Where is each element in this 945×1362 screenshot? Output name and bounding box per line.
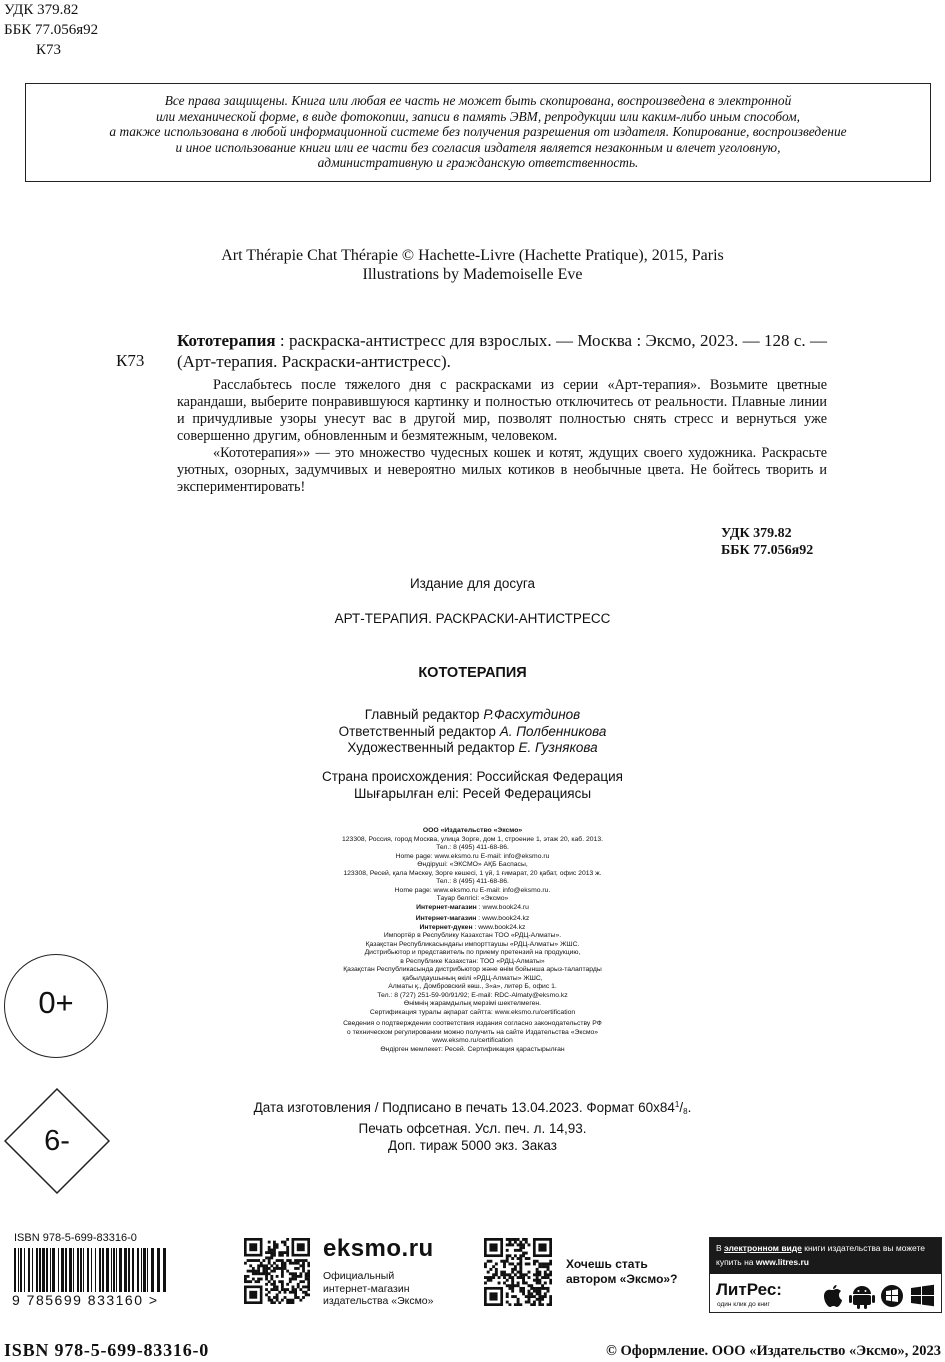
shop-line-kk [240,924,705,933]
imprint-line: Өндірген мемлекет: Ресей. Сертификация қарастырылған [380,1045,565,1053]
barcode-block [12,1232,212,1312]
udk-code: УДК 379.82 [4,2,79,18]
litres-text: книги издательства вы можете [801,1243,925,1253]
imprint-line: Алматы қ., Домбровский көш., 3«а», литер Б, офис 1. [388,983,557,990]
imprint-line: Сертификация туралы ақпарат сайтта: www.eksmo.ru/certification [369,1008,576,1016]
isbn-footer: ISBN 978-5-699-83316-0 [4,1340,210,1360]
editor-role: Ответственный редактор [338,723,496,739]
rights-line: и иное использование книги или ее части без согласия издателя является незаконным и влечет уголовную, [175,139,781,155]
edition-type: Издание для досуга [409,576,536,591]
classification-right [721,525,813,559]
imprint-line: в Республике Казахстан: ТОО «РДЦ-Алматы» [400,957,545,965]
litres-text-bold: электронном виде [724,1243,802,1253]
original-copyright-line: Art Thérapie Chat Thérapie © Hachette-Livre (Hachette Pratique), 2015, Paris [221,247,724,264]
litres-banner [710,1238,941,1274]
editors-block [0,707,945,757]
imprint-line: Өнімнің жарамдылық мерзімі шектелмеген. [403,1000,542,1007]
imprint-line: Импортёр в Республику Казахстан ТОО «РДЦ-Алматы». [383,932,562,939]
classification-block [4,0,98,60]
author-cta [566,1257,677,1287]
imprint-line: Қазақстан Республикасындағы импорттаушы «РДЦ-Алматы» ЖШС. [365,940,580,948]
windows-icon [911,1285,934,1306]
imprint-line: Тел.: 8 (727) 251-59-90/91/92; E-mail: RDC-Almaty@eksmo.kz [377,991,568,999]
imprint-line: қабылдаушының өкілі «РДЦ-Алматы» ЖШС, [402,974,543,982]
annotation-paragraph: «Кототерапия»» — это множество чудесных кошек и котят, ждущих своего художника. Раскрасьте уютных, озорных, задумчивых и невероятно милых котиков в необычные цвета. Не бойтесь творить и экспериментировать! [177,445,827,495]
origin-block [0,769,945,802]
bbk-code: ББК 77.056я92 [721,543,814,558]
litres-tagline: один клик до книг [717,1301,770,1308]
isbn-small: ISBN 978-5-699-83316-0 [14,1232,137,1244]
android-icon [849,1286,875,1309]
rights-line: Все права защищены. Книга или любая ее часть не может быть скопирована, воспроизведена в электронной [164,93,792,108]
editor-name: Р.Фасхутдинов [483,707,581,722]
imprint-line: www.eksmo.ru/certification [432,1037,513,1044]
rights-notice-text [26,93,930,171]
litres-logo: ЛитРес: [716,1280,782,1299]
shop-label: Интернет-магазин [416,903,477,911]
eksmo-logo: eksmo.ru [323,1235,434,1262]
editor-role: Главный редактор [364,707,480,722]
litres-text: купить на [716,1257,756,1267]
editor-name: Е. Гузнякова [518,740,598,755]
bbk-code: ББК 77.056я92 [4,22,99,38]
author-cta-line: автором «Эксмо»? [566,1272,678,1286]
rights-notice-box [25,83,931,182]
illustrations-credit: Illustrations by Mademoiselle Eve [362,266,583,283]
editor-line [0,740,945,757]
platform-icons [820,1282,938,1310]
bibliographic-description: : раскраска-антистресс для взрослых. — Москва : Эксмо, 2023. — 128 с. — (Арт-терапия. Раскраски-антистресс). [177,331,827,371]
imprint-line: о техническом регулировании можно получить на сайте Издательства «Эксмо» [346,1028,599,1036]
book-title-caps: КОТОТЕРАПИЯ [418,665,527,681]
windows-phone-icon [881,1285,903,1307]
shop-url: : www.book24.ru [476,903,529,911]
eksmo-desc-line: Официальный [323,1270,395,1282]
shop-label: Интернет-магазин [415,915,477,922]
origin-line-kk: Шығарылған елі: Ресей Федерациясы [353,785,592,801]
imprint-line: Қазақстан Республикасында дистрибьютор және өнім бойынша арыз-талаптарды [343,966,602,973]
shop-label: Интернет-дүкен [419,923,473,931]
imprint-block [240,827,705,1054]
udk-code: УДК 379.82 [721,526,792,541]
print-date-line: Дата изготовления / Подписано в печать 13.04.2023. Формат $60x84^1/_8$. [253,1100,692,1116]
litres-url: www.litres.ru [755,1257,809,1267]
print-info [0,1096,945,1154]
imprint-line: Дистрибьютор и представитель по приему претензий на продукцию, [364,949,581,956]
print-date-suffix: . [687,1100,692,1115]
imprint-line: Тел.: 8 (495) 411-68-86. [436,878,509,885]
editor-line [0,724,945,741]
imprint-line: Сведения о подтверждении соответствия издания согласно законодательству РФ [343,1020,602,1027]
editor-role: Художественный редактор [347,740,515,755]
barcode-icon [12,1248,172,1292]
print-type-line: Печать офсетная. Усл. печ. л. 14,93. [358,1121,587,1136]
annotation [177,377,827,496]
copyright-footer: © Оформление. ООО «Издательство «Эксмо», 2023 [606,1343,941,1359]
shop-url: : www.book24.kz [472,923,526,931]
age-rating-circle [4,954,108,1058]
qr-code-icon[interactable] [244,1238,310,1304]
eksmo-desc-line: интернет-магазин [323,1282,410,1295]
imprint-line: Тел.: 8 (495) 411-68-86. [436,844,509,851]
series-name: АРТ-ТЕРАПИЯ. РАСКРАСКИ-АНТИСТРЕСС [334,611,611,626]
imprint-line: Тауар белгісі: «Эксмо» [436,895,509,902]
print-date-text: Дата изготовления / Подписано в печать 13.04.2023. Формат 60x84 [253,1100,675,1115]
imprint-line: Home page: www.eksmo.ru E-mail: info@eksmo.ru. [394,886,551,894]
imprint-line: 123308, Ресей, қала Мәскеу, Зорге көшесі, 1 үй, 1 ғимарат, 20 қабат, офис 2013 ж. [343,869,602,877]
origin-line-ru: Страна происхождения: Российская Федерация [322,769,623,784]
rights-line: или механической форме, в виде фотокопии, записи в память ЭВМ, репродукции или каким-либо иным способом, [155,108,801,124]
author-mark: К73 [36,42,62,58]
print-run-line: Доп. тираж 5000 экз. Заказ [388,1138,557,1153]
litres-text: В [716,1243,725,1253]
format-fraction-num: 1 [674,1100,680,1109]
book-title-bold: Кототерапия [177,331,276,350]
qr-code-icon[interactable] [484,1238,552,1306]
editor-line [0,707,945,724]
shop-line-ru [240,904,705,913]
eksmo-desc-line: издательства «Эксмо» [323,1295,434,1307]
shop-url: : www.book24.kz [476,915,530,922]
age-rating-diamond-label: 6- [44,1125,70,1157]
shop-line-kz [240,915,705,924]
author-cta-line: Хочешь стать [566,1257,648,1271]
imprint-line: 123308, Россия, город Москва, улица Зорге, дом 1, строение 1, этаж 20, каб. 2013. [342,835,603,843]
original-copyright [0,246,945,284]
editor-name: А. Полбенникова [499,723,607,739]
litres-promo [709,1237,942,1313]
imprint-line: Өндіруші: «ЭКСМО» АҚБ Баспасы, [417,861,528,868]
apple-icon [824,1285,842,1307]
age-rating-circle-label: 0+ [38,985,74,1020]
rights-line: а также использована в любой информационной системе без получения разрешения от издателя. Копирование, воспроизведение [109,124,847,139]
format-fraction-den: 8 [683,1107,688,1116]
imprint-line: Home page: www.eksmo.ru E-mail: info@eksmo.ru [395,852,550,860]
bibliographic-record [177,330,827,372]
annotation-paragraph: Расслабьтесь после тяжелого дня с раскрасками из серии «Арт-терапия». Возьмите цветные карандаши, выберите понравившуюся картинку и полностью отключитесь от реальности. Плавные линии и причудливые узоры унесут вас в другой мир, позволят полностью снять стресс и вернуться уже совершенно другим, обновленным и безмятежным, человеком. [177,377,827,444]
eksmo-description [323,1270,434,1308]
rights-line: административную и гражданскую ответственность. [317,155,639,170]
barcode-digits: 9 785699 833160 > [12,1292,159,1308]
author-mark-left: К73 [116,351,145,370]
publisher-name: ООО «Издательство «Эксмо» [422,827,523,834]
age-rating-diamond [4,1088,110,1194]
